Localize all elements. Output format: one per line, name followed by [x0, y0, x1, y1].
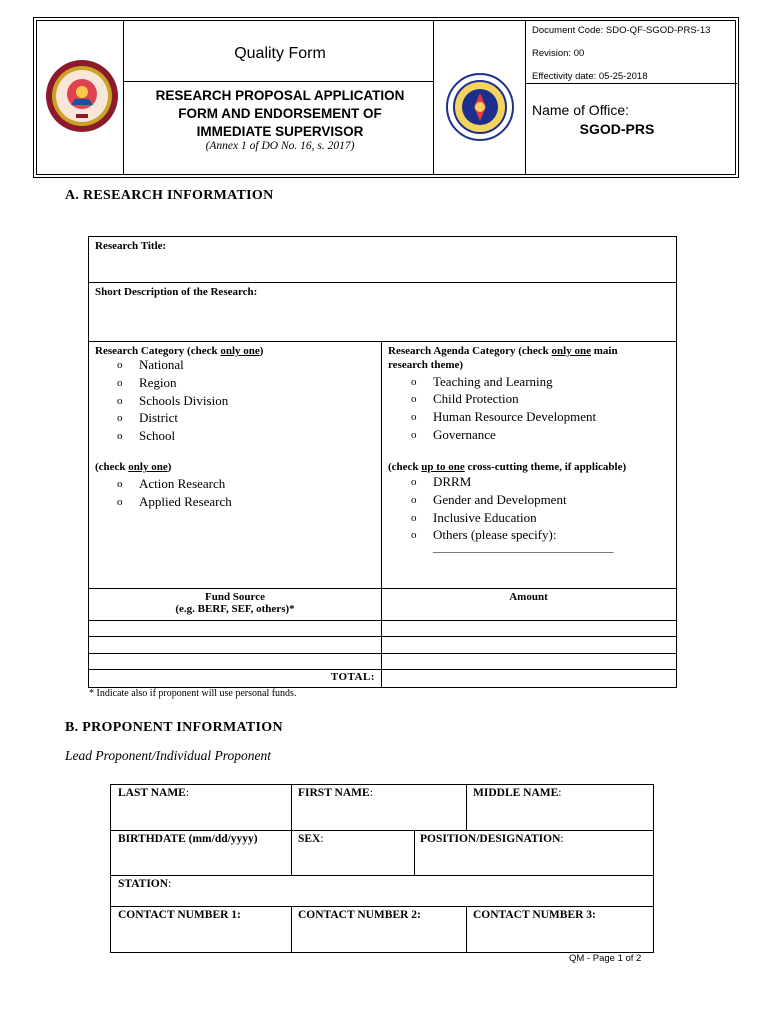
- contact-number-2-label: CONTACT NUMBER 2:: [298, 909, 421, 921]
- sex-field[interactable]: [292, 847, 414, 875]
- agenda-option-label: Human Resource Development: [433, 409, 597, 424]
- others-specify-line[interactable]: ____________________________________: [433, 542, 613, 554]
- category-option-label: District: [139, 410, 178, 425]
- last-name-label: [118, 787, 189, 799]
- category-option-label: National: [139, 357, 184, 372]
- quality-form-title: Quality Form: [234, 45, 326, 62]
- label-text: main: [590, 345, 618, 357]
- footnote: * Indicate also if proponent will use personal funds.: [89, 688, 297, 699]
- fund-source-line: (e.g. BERF, SEF, others)*: [175, 603, 295, 615]
- category-option-label: Schools Division: [139, 393, 229, 408]
- type-option-label: Applied Research: [139, 494, 232, 509]
- birthdate-label: BIRTHDATE (mm/dd/yyyy): [118, 833, 258, 845]
- table-divider: [111, 830, 653, 831]
- table-divider: [111, 906, 653, 907]
- form-title-line: FORM AND ENDORSEMENT OF: [178, 106, 382, 121]
- label-colon: :: [560, 833, 564, 845]
- fund-source-header: [89, 591, 381, 615]
- checkbox-bullet-icon[interactable]: o: [117, 430, 123, 442]
- office-label: Name of Office:: [532, 102, 630, 118]
- amount-header: Amount: [509, 591, 548, 603]
- header-divider: [123, 21, 124, 174]
- form-title: [125, 87, 435, 141]
- checkbox-bullet-icon[interactable]: o: [117, 377, 123, 389]
- sex-label: [298, 833, 324, 845]
- label-text: SEX: [298, 833, 321, 845]
- section-a-title: A. RESEARCH INFORMATION: [65, 188, 274, 203]
- checkbox-bullet-icon[interactable]: o: [117, 496, 123, 508]
- label-text: (check: [95, 461, 129, 473]
- label-text: ): [259, 345, 264, 357]
- amount-cell[interactable]: [382, 637, 676, 653]
- checkbox-bullet-icon[interactable]: o: [411, 529, 417, 541]
- fund-source-cell[interactable]: [89, 637, 381, 653]
- label-text: STATION: [118, 878, 169, 890]
- short-description-label: Short Description of the Research:: [95, 286, 258, 298]
- first-name-field[interactable]: [292, 801, 466, 830]
- table-divider: [89, 282, 676, 283]
- label-emphasis: only one: [128, 461, 168, 473]
- document-header: [33, 17, 739, 178]
- checkbox-bullet-icon[interactable]: o: [117, 395, 123, 407]
- checkbox-bullet-icon[interactable]: o: [117, 478, 123, 490]
- station-field[interactable]: [191, 876, 653, 906]
- research-agenda-label-line2: research theme): [388, 359, 464, 371]
- label-text: cross-cutting theme, if applicable): [464, 461, 627, 473]
- middle-name-label: [473, 787, 562, 799]
- checkbox-bullet-icon[interactable]: o: [411, 411, 417, 423]
- category-option-label: Region: [139, 375, 177, 390]
- contact-number-3-label: CONTACT NUMBER 3:: [473, 909, 596, 921]
- document-code: Document Code: SDO-QF-SGOD-PRS-13: [532, 25, 711, 36]
- research-title-field[interactable]: [89, 251, 676, 281]
- office-value: SGOD-PRS: [579, 121, 655, 137]
- checkbox-bullet-icon[interactable]: o: [411, 512, 417, 524]
- page-number: QM - Page 1 of 2: [569, 953, 642, 964]
- annex-reference: (Annex 1 of DO No. 16, s. 2017): [205, 140, 355, 152]
- cross-cutting-option-label: Others (please specify):: [433, 527, 557, 542]
- label-text: ): [167, 461, 172, 473]
- checkbox-bullet-icon[interactable]: o: [411, 376, 417, 388]
- agenda-option-label: Teaching and Learning: [433, 374, 553, 389]
- agenda-option-label: Governance: [433, 427, 496, 442]
- label-colon: :: [369, 787, 373, 799]
- proponent-table: [110, 784, 654, 953]
- fund-source-line: Fund Source: [204, 591, 265, 603]
- position-label: [420, 833, 564, 845]
- cross-cutting-option-label: Inclusive Education: [433, 510, 537, 525]
- header-divider: [123, 81, 433, 82]
- cross-cutting-option-label: DRRM: [433, 474, 472, 489]
- header-inner-frame: [36, 20, 736, 175]
- category-option-label: School: [139, 428, 176, 443]
- label-text: Research Agenda Category (check: [388, 345, 552, 357]
- section-b-subtitle: Lead Proponent/Individual Proponent: [65, 748, 271, 763]
- form-title-line: IMMEDIATE SUPERVISOR: [196, 124, 364, 139]
- label-colon: :: [558, 787, 562, 799]
- label-text: POSITION/DESIGNATION: [420, 833, 561, 845]
- label-text: (check: [388, 461, 422, 473]
- table-divider: [89, 588, 676, 589]
- research-category-label: [95, 345, 263, 357]
- research-info-table: [88, 236, 677, 688]
- amount-cell[interactable]: [382, 621, 676, 636]
- cross-cutting-label: [388, 461, 626, 473]
- position-field[interactable]: [415, 847, 653, 875]
- checkbox-bullet-icon[interactable]: o: [411, 393, 417, 405]
- deped-seal-logo: [446, 73, 514, 141]
- label-text: Research Category (check: [95, 345, 221, 357]
- label-colon: :: [168, 878, 172, 890]
- fund-source-cell[interactable]: [89, 654, 381, 669]
- checkbox-bullet-icon[interactable]: o: [411, 494, 417, 506]
- fund-source-cell[interactable]: [89, 621, 381, 636]
- header-divider: [525, 83, 737, 84]
- checkbox-bullet-icon[interactable]: o: [411, 476, 417, 488]
- station-label: [118, 878, 171, 890]
- label-colon: :: [185, 787, 190, 799]
- checkbox-bullet-icon[interactable]: o: [411, 429, 417, 441]
- label-emphasis: only one: [220, 345, 260, 357]
- checkbox-bullet-icon[interactable]: o: [117, 412, 123, 424]
- short-description-field[interactable]: [89, 299, 676, 340]
- checkbox-bullet-icon[interactable]: o: [117, 359, 123, 371]
- effectivity-date: Effectivity date: 05-25-2018: [532, 71, 648, 82]
- section-b-title: B. PROPONENT INFORMATION: [65, 720, 283, 735]
- label-emphasis: only one: [551, 345, 591, 357]
- middle-name-field[interactable]: [467, 801, 653, 830]
- schools-division-seal-logo: [45, 59, 119, 133]
- contact-number-2-field[interactable]: [292, 923, 466, 951]
- revision: Revision: 00: [532, 48, 585, 59]
- label-text: FIRST NAME: [298, 787, 370, 799]
- label-text: MIDDLE NAME: [473, 787, 559, 799]
- label-text: LAST NAME: [118, 787, 186, 799]
- label-colon: :: [320, 833, 324, 845]
- total-amount-cell[interactable]: [382, 670, 676, 686]
- amount-cell[interactable]: [382, 654, 676, 669]
- research-agenda-label: [388, 345, 618, 357]
- birthdate-field[interactable]: [111, 847, 291, 875]
- research-title-label: Research Title:: [95, 240, 167, 252]
- agenda-option-label: Child Protection: [433, 391, 519, 406]
- first-name-label: [298, 787, 373, 799]
- header-divider: [525, 21, 526, 174]
- cross-cutting-option-label: Gender and Development: [433, 492, 567, 507]
- contact-number-3-field[interactable]: [467, 923, 653, 951]
- contact-number-1-field[interactable]: [111, 923, 291, 951]
- type-option-label: Action Research: [139, 476, 226, 491]
- last-name-field[interactable]: [111, 801, 291, 830]
- contact-number-1-label: CONTACT NUMBER 1:: [118, 909, 241, 921]
- total-label: TOTAL:: [330, 671, 375, 683]
- label-emphasis: up to one: [421, 461, 465, 473]
- form-title-line: RESEARCH PROPOSAL APPLICATION: [155, 88, 405, 103]
- research-type-label: [95, 461, 171, 473]
- table-divider: [89, 341, 676, 342]
